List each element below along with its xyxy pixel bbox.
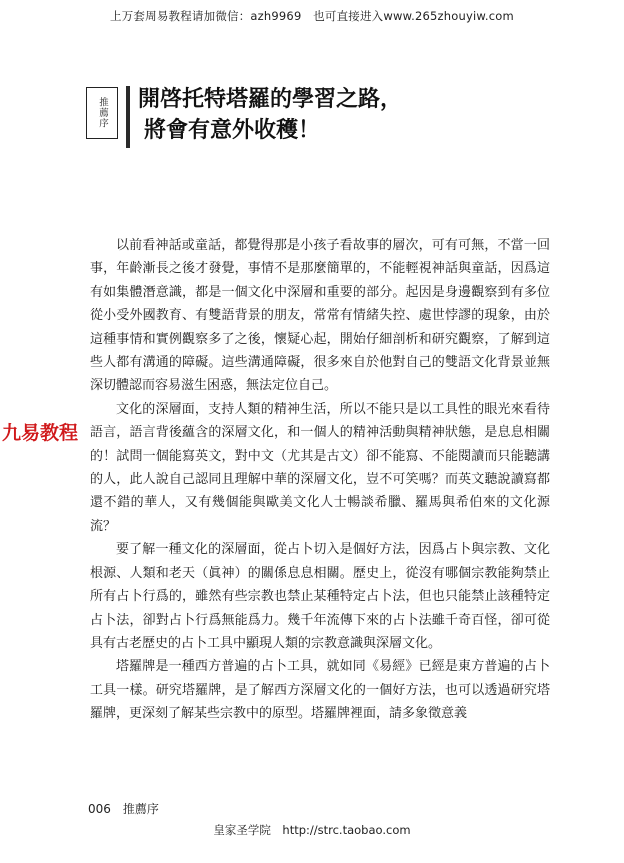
page-footer <box>88 800 159 817</box>
section-tag: 推薦序 <box>86 87 118 139</box>
title-accent-bar <box>126 86 130 148</box>
paragraph-3: 要了解一種文化的深層面，從占卜切入是個好方法，因爲占卜與宗教、文化根源、人類和老天（眞神）的關係息息相關。歷史上，從沒有哪個宗教能夠禁止所有占卜行爲的，雖然有些宗教也禁止某種特定占卜法，但也只能禁止該種特定占卜法，卻對占卜行爲無能爲力。幾千年流傳下來的占卜法雖千奇百怪，卻可從具有古老歷史的占卜工具中顯現人類的宗教意識與深層文化。 <box>90 542 550 651</box>
title-line-1: 開啓托特塔羅的學習之路， <box>138 87 403 112</box>
top-banner: 上万套周易教程请加微信：azh9969 也可直接进入www.265zhouyiw.com <box>110 9 514 23</box>
paragraph-1: 以前看神話或童話，都覺得那是小孩子看故事的層次，可有可無，不當一回事，年齡漸長之後才發覺，事情不是那麼簡單的，不能輕視神話與童話，因爲這有如集體潛意識，都是一個文化中深層和重要的部分。起因是身邊觀察到有多位從小受外國教育、有雙語背景的朋友，常常有情緒失控、處世悖謬的現象，由於這種事情和實例觀察多了之後，懷疑心起，開始仔細剖析和研究觀察，了解到這些人都有溝通的障礙。這些溝通障礙，很多來自於他對自己的雙語文化背景並無深切體認而容易滋生困惑，無法定位自己。 <box>90 238 550 394</box>
watermark-label: 九易教程 <box>2 422 79 444</box>
paragraph-2: 文化的深層面，支持人類的精神生活，所以不能只是以工具性的眼光來看待語言，語言背後蘊含的深層文化，和一個人的精神活動與精神狀態，是息息相關的！試問一個能寫英文，對中文（尤其是古文）卻不能寫、不能閱讀而只能聽講的人，此人說自己認同且理解中華的深層文化，豈不可笑嗎？而英文聽說讀寫都還不錯的華人，又有幾個能與歐美文化人士暢談希臘、羅馬與希伯來的文化源流？ <box>90 401 550 534</box>
page-number: 006 <box>88 802 111 816</box>
title-line-2: 將會有意外收穫！ <box>144 118 321 143</box>
bottom-banner: 皇家圣学院 http://strc.taobao.com <box>213 823 411 837</box>
body-text <box>90 234 550 726</box>
page-title <box>138 84 402 146</box>
paragraph-4: 塔羅牌是一種西方普遍的占卜工具，就如同《易經》已經是東方普遍的占卜工具一樣。研究塔羅牌，是了解西方深層文化的一個好方法，也可以透過研究塔羅牌，更深刻了解某些宗教中的原型。塔羅牌裡面，請多象徵意義 <box>90 659 550 722</box>
footer-section: 推薦序 <box>122 802 159 816</box>
